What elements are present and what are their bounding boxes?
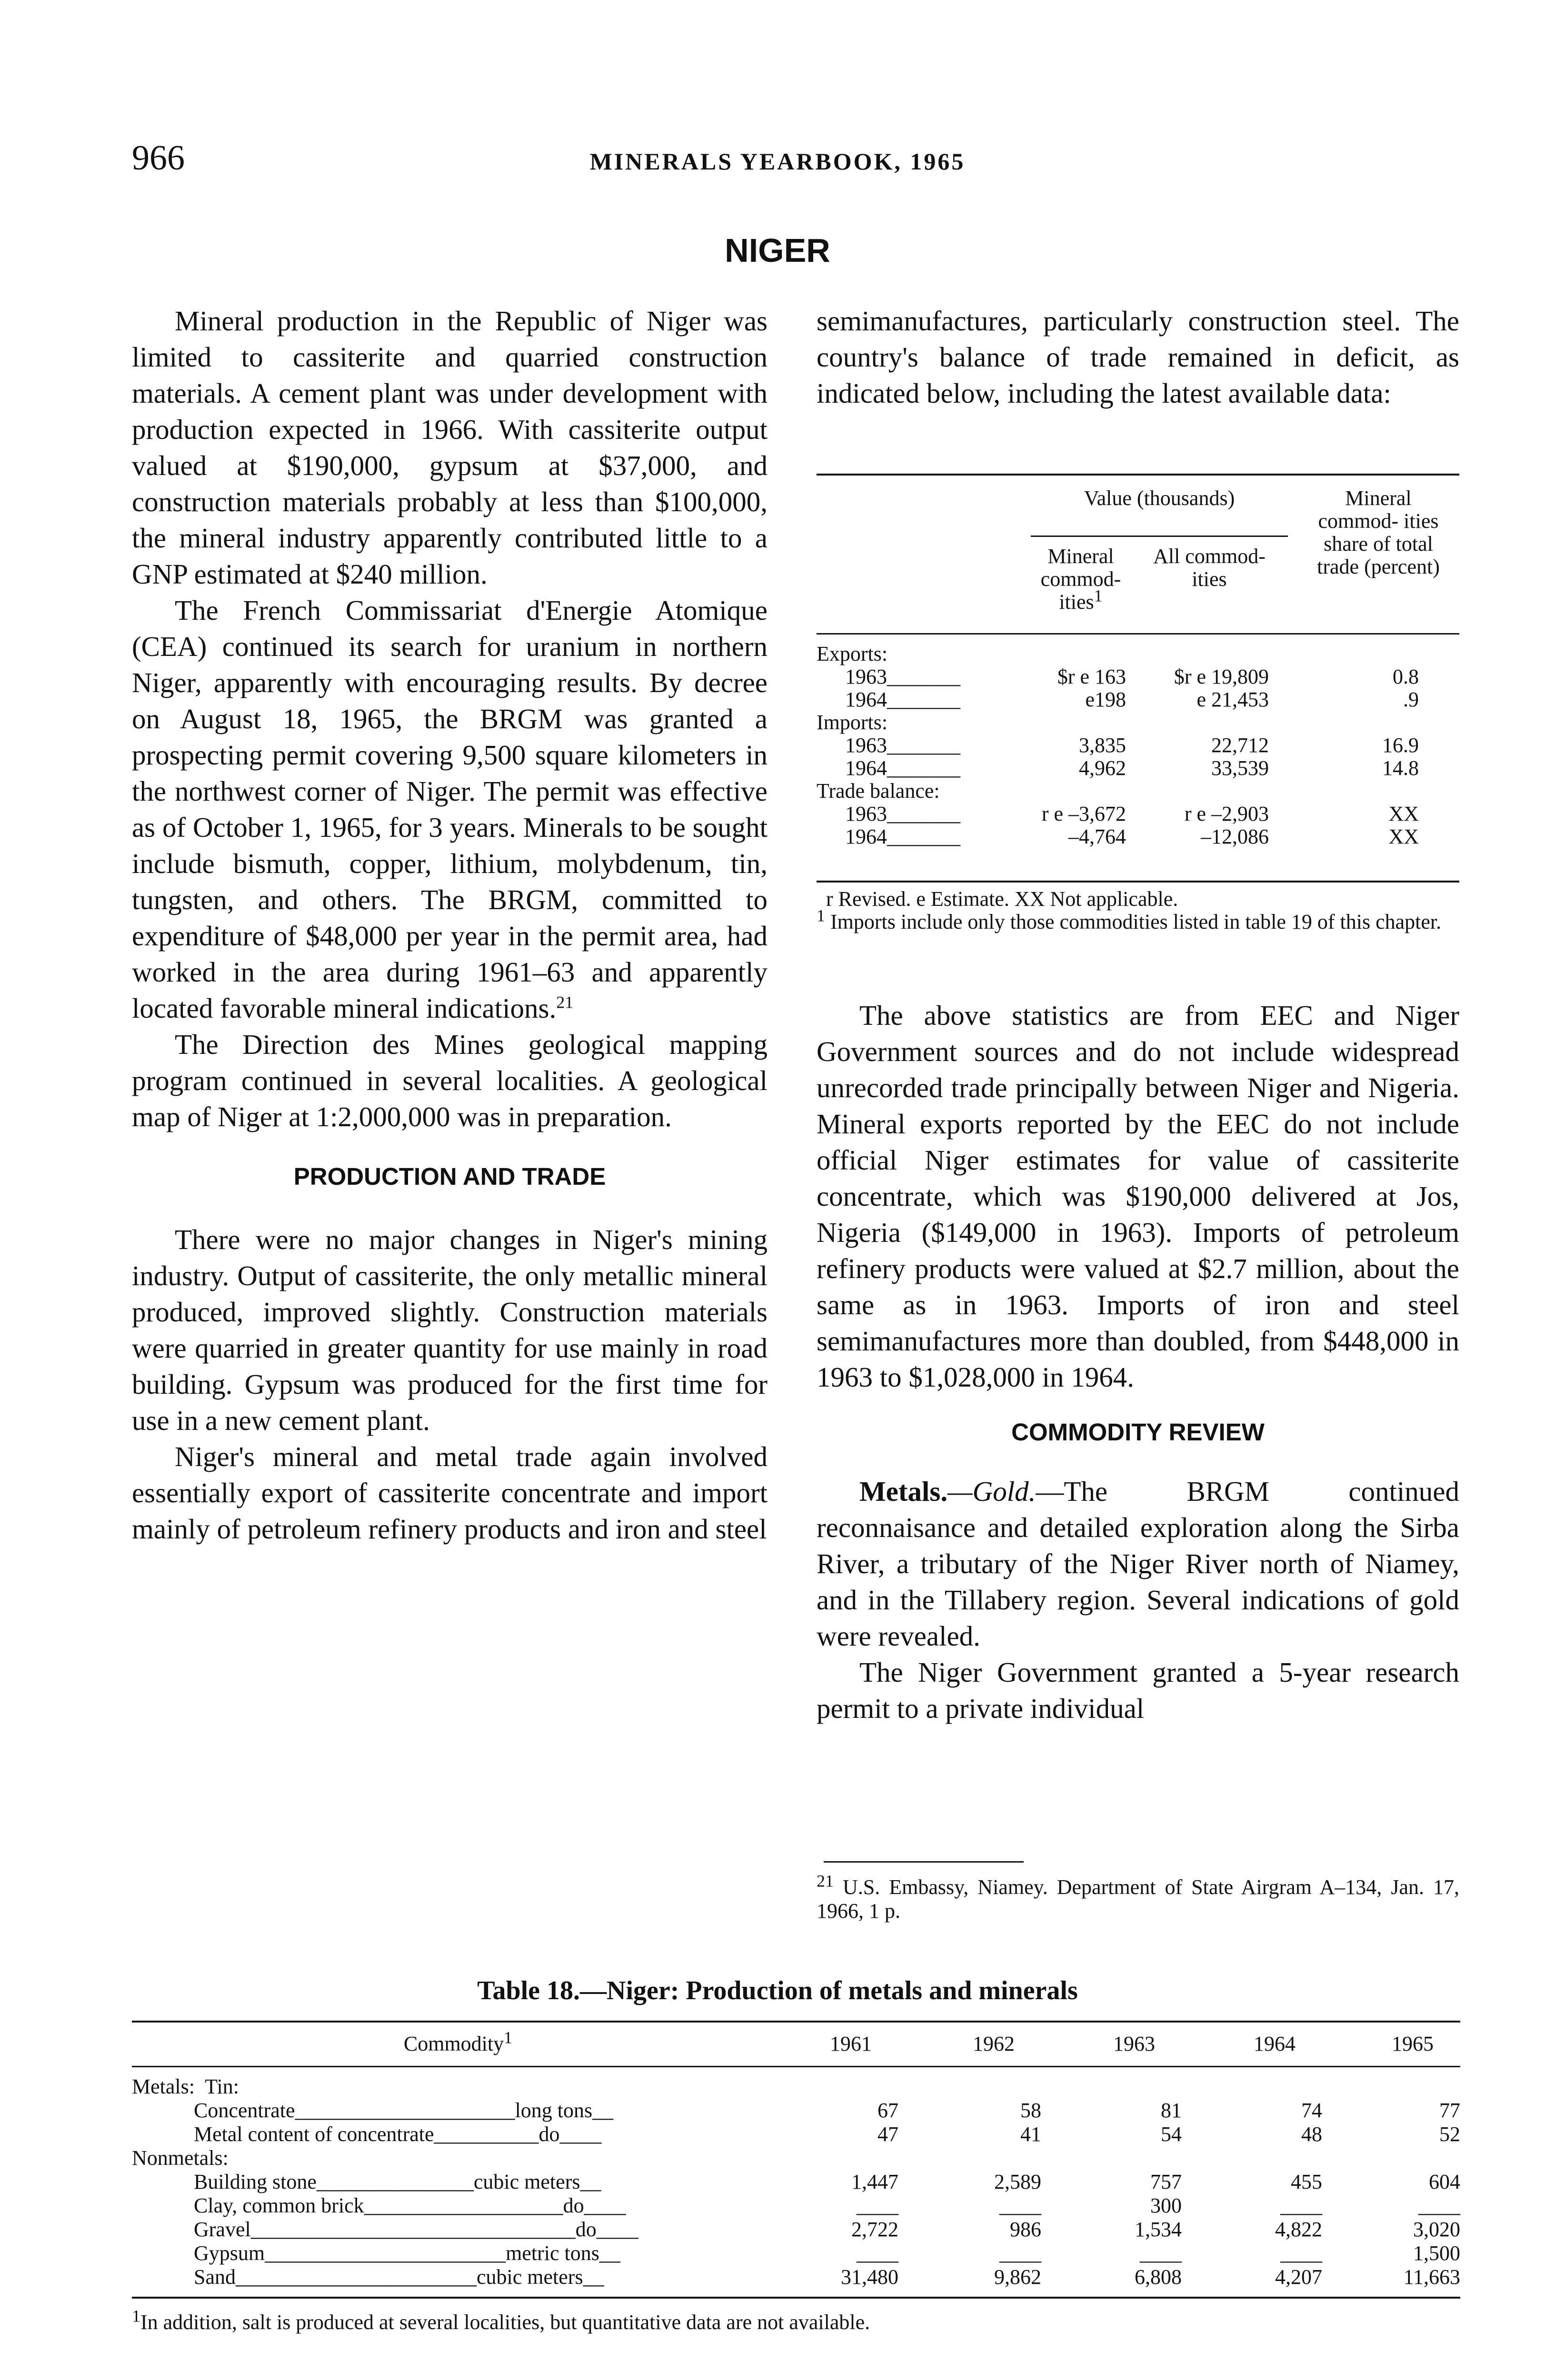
- table-cell: 22,712: [1211, 734, 1269, 757]
- table-cell: 1964_______: [845, 688, 960, 711]
- year-header: 1963: [1113, 2032, 1155, 2055]
- table-cell: 4,207: [1275, 2265, 1322, 2289]
- table-cell: 1,447: [851, 2170, 898, 2193]
- header-share: Mineral commod- ities share of total trade (percent): [1317, 486, 1440, 578]
- table-cell: 31,480: [841, 2265, 898, 2289]
- table-cell: 1964_______: [845, 756, 960, 780]
- table-cell: 1,500: [1413, 2241, 1460, 2265]
- table-cell: 300: [1150, 2194, 1182, 2217]
- table-cell: 33,539: [1211, 756, 1269, 780]
- table-cell: ____: [999, 2194, 1041, 2217]
- year-header: 1962: [973, 2032, 1015, 2055]
- table-cell: .9: [1403, 688, 1419, 711]
- paragraph: Metals.—Gold.—The BRGM continued reconnaisance and detailed exploration along the Sirba River, a tributary of the Niger River north of Niamey, and in the Tillabery region. Several indications of gold were revealed.: [817, 1476, 1459, 1652]
- table-cell: ____: [1280, 2241, 1322, 2265]
- year-header: 1961: [830, 2032, 872, 2055]
- table-row: [817, 780, 1459, 803]
- paragraph: There were no major changes in Niger's mining industry. Output of cassiterite, the only metallic mineral produced, improved slightly. Construction materials were quarried in greater quantity for use mainly in road building. Gypsum was produced for the first time for use in a new cement plant.: [132, 1224, 768, 1436]
- table-cell: 54: [1161, 2122, 1182, 2146]
- table-cell: –4,764: [1068, 825, 1126, 848]
- table-cell: –12,086: [1201, 825, 1269, 848]
- table-cell: 74: [1301, 2099, 1322, 2122]
- table-row: [817, 643, 1459, 665]
- right-column-top: [817, 303, 1459, 411]
- table-caption: Table 18.—Niger: Production of metals and minerals: [477, 1976, 1078, 2005]
- table-cell: 41: [1020, 2122, 1041, 2146]
- table-cell: 6,808: [1135, 2265, 1182, 2289]
- table-cell: 4,822: [1275, 2218, 1322, 2241]
- commodity-label: Building stone_______________cubic meters__: [194, 2171, 601, 2193]
- table-row: [132, 2194, 1460, 2218]
- table-cell: e 21,453: [1196, 688, 1269, 711]
- table-row: [132, 2242, 1460, 2266]
- table-cell: 986: [1010, 2218, 1041, 2241]
- section-heading: PRODUCTION AND TRADE: [293, 1163, 606, 1190]
- header-mineral: Mineral commod- ities$^1$: [1040, 545, 1121, 614]
- commodity-label: Sand_______________________cubic meters__: [194, 2266, 604, 2289]
- trade-footnote: $^1$ Imports include only those commodities listed in table 19 of this chapter.: [817, 906, 1442, 933]
- table-cell: ____: [1280, 2194, 1322, 2217]
- table-cell: Trade balance:: [817, 779, 940, 803]
- table-cell: $r e 163: [1057, 665, 1126, 688]
- header-all: All commod- ities: [1153, 545, 1266, 591]
- table-footnote: $^1$In addition, salt is produced at several localities, but quantitative data are not available.: [132, 2306, 870, 2334]
- table-cell: 455: [1291, 2170, 1322, 2193]
- paragraph: The Niger Government granted a 5-year research permit to a private individual: [817, 1656, 1459, 1724]
- table-row: [132, 2147, 1460, 2171]
- table-cell: r e –3,672: [1041, 802, 1126, 825]
- paragraph: The Direction des Mines geological mapping program continued in several localities. A geological map of Niger at 1:2,000,000 was in preparation.: [132, 1029, 768, 1132]
- table-cell: 9,862: [994, 2265, 1041, 2289]
- table-cell: 16.9: [1382, 734, 1419, 757]
- table-cell: 11,663: [1403, 2265, 1460, 2289]
- table-cell: 2,589: [994, 2170, 1041, 2193]
- paragraph: semimanufactures, particularly construction steel. The country's balance of trade remained in deficit, as indicated below, including the latest available data:: [817, 305, 1459, 409]
- trade-table: [817, 474, 1459, 945]
- paragraph: Niger's mineral and metal trade again involved essentially export of cassiterite concentrate and import mainly of petroleum refinery products and iron and steel: [132, 1441, 768, 1545]
- table-cell: 47: [877, 2122, 898, 2146]
- year-header: 1964: [1254, 2032, 1296, 2055]
- paragraph: The French Commissariat d'Energie Atomique (CEA) continued its search for uranium in northern Niger, apparently with encouraging results. By decree on August 18, 1965, the BRGM was granted a prospecting permit covering 9,500 square kilometers in the northwest corner of Niger. The permit was effective as of October 1, 1965, for 3 years. Minerals to be sought include bismuth, copper, lithium, molybdenum, tin, tungsten, and others. The BRGM, committed to expenditure of $48,000 per year in the permit area, had worked in the area during 1961–63 and apparently located favorable mineral indications.$^{21}$: [132, 595, 768, 1024]
- table-row: [817, 665, 1459, 688]
- table-cell: 2,722: [851, 2218, 898, 2241]
- table-cell: 3,020: [1413, 2218, 1460, 2241]
- running-head: MINERALS YEARBOOK, 1965: [589, 148, 966, 175]
- table-cell: r e –2,903: [1184, 802, 1269, 825]
- table-cell: 0.8: [1393, 665, 1419, 688]
- table-cell: 1963_______: [845, 734, 960, 757]
- table-cell: 52: [1439, 2122, 1460, 2146]
- table-cell: Exports:: [817, 642, 888, 665]
- left-column: [132, 303, 768, 1547]
- table-row: [817, 757, 1459, 780]
- table-row: [817, 803, 1459, 825]
- table-cell: XX: [1388, 825, 1419, 848]
- paragraph: The above statistics are from EEC and Niger Government sources and do not include widespread unrecorded trade principally between Niger and Nigeria. Mineral exports reported by the EEC do not include official Niger estimates for value of cassiterite concentrate, which was $190,000 delivered at Jos, Nigeria ($149,000 in 1963). Imports of petroleum refinery products were valued at $2.7 million, about the same as in 1963. Imports of iron and steel semimanufactures more than doubled, from $448,000 in 1963 to $1,028,000 in 1964.: [817, 1000, 1459, 1393]
- commodity-label: Gravel_______________________________do____: [194, 2218, 638, 2241]
- table-cell: ____: [1418, 2194, 1460, 2217]
- year-header: 1965: [1392, 2032, 1434, 2055]
- section-heading: COMMODITY REVIEW: [1011, 1418, 1265, 1446]
- table-cell: $r e 19,809: [1174, 665, 1269, 688]
- page-title: NIGER: [725, 232, 830, 269]
- commodity-label: Metals: Tin:: [132, 2075, 239, 2098]
- table-cell: 4,962: [1079, 756, 1126, 780]
- commodity-label: Metal content of concentrate__________do____: [194, 2123, 602, 2146]
- table-cell: e198: [1085, 688, 1126, 711]
- commodity-label: Clay, common brick___________________do____: [194, 2194, 626, 2217]
- trade-legend: r Revised. e Estimate. XX Not applicable.: [826, 887, 1178, 911]
- page-footnote: $^{21}$ U.S. Embassy, Niamey. Department of State Airgram A–134, Jan. 17, 1966, 1 p.: [817, 1871, 1459, 1923]
- table-cell: 14.8: [1382, 756, 1419, 780]
- table-cell: 757: [1150, 2170, 1182, 2193]
- production-table: [132, 2021, 1460, 2354]
- table-cell: 1964_______: [845, 825, 960, 848]
- table-cell: 604: [1429, 2170, 1460, 2193]
- table-cell: XX: [1388, 802, 1419, 825]
- table-cell: 81: [1161, 2099, 1182, 2122]
- table-row: [817, 711, 1459, 734]
- table-cell: ____: [999, 2241, 1041, 2265]
- table-cell: ____: [1140, 2241, 1182, 2265]
- header-value: Value (thousands): [1084, 486, 1235, 510]
- table-row: [817, 688, 1459, 711]
- table-cell: 1963_______: [845, 665, 960, 688]
- commodity-label: Gypsum_______________________metric tons__: [194, 2242, 620, 2265]
- header-commodity: Commodity$^1$: [403, 2028, 513, 2055]
- table-cell: 67: [877, 2099, 898, 2122]
- table-row: [817, 825, 1459, 848]
- table-cell: 77: [1439, 2099, 1460, 2122]
- table-cell: 58: [1020, 2099, 1041, 2122]
- commodity-label: Nonmetals:: [132, 2147, 229, 2170]
- table-cell: 48: [1301, 2122, 1322, 2146]
- table-cell: 3,835: [1079, 734, 1126, 757]
- right-column-bottom: [817, 997, 1459, 1726]
- table-row: [132, 2266, 1460, 2290]
- table-row: [817, 734, 1459, 757]
- paragraph: Mineral production in the Republic of Niger was limited to cassiterite and quarried construction materials. A cement plant was under development with production expected in 1966. With cassiterite output valued at $190,000, gypsum at $37,000, and construction materials probably at less than $100,000, the mineral industry apparently contributed little to a GNP estimated at $240 million.: [132, 305, 768, 590]
- table-row: [132, 2171, 1460, 2194]
- table-cell: Imports:: [817, 711, 888, 734]
- table-cell: 1963_______: [845, 802, 960, 825]
- table-row: [132, 2123, 1460, 2147]
- commodity-label: Concentrate_____________________long tons__: [194, 2099, 614, 2122]
- table-cell: ____: [857, 2241, 898, 2265]
- table-cell: 1,534: [1135, 2218, 1182, 2241]
- table-row: [132, 2218, 1460, 2242]
- table-row: [132, 2075, 1460, 2099]
- table-row: [132, 2099, 1460, 2123]
- footnote-ref: 21: [556, 992, 574, 1012]
- table-cell: ____: [857, 2194, 898, 2217]
- page-number: 966: [132, 139, 185, 178]
